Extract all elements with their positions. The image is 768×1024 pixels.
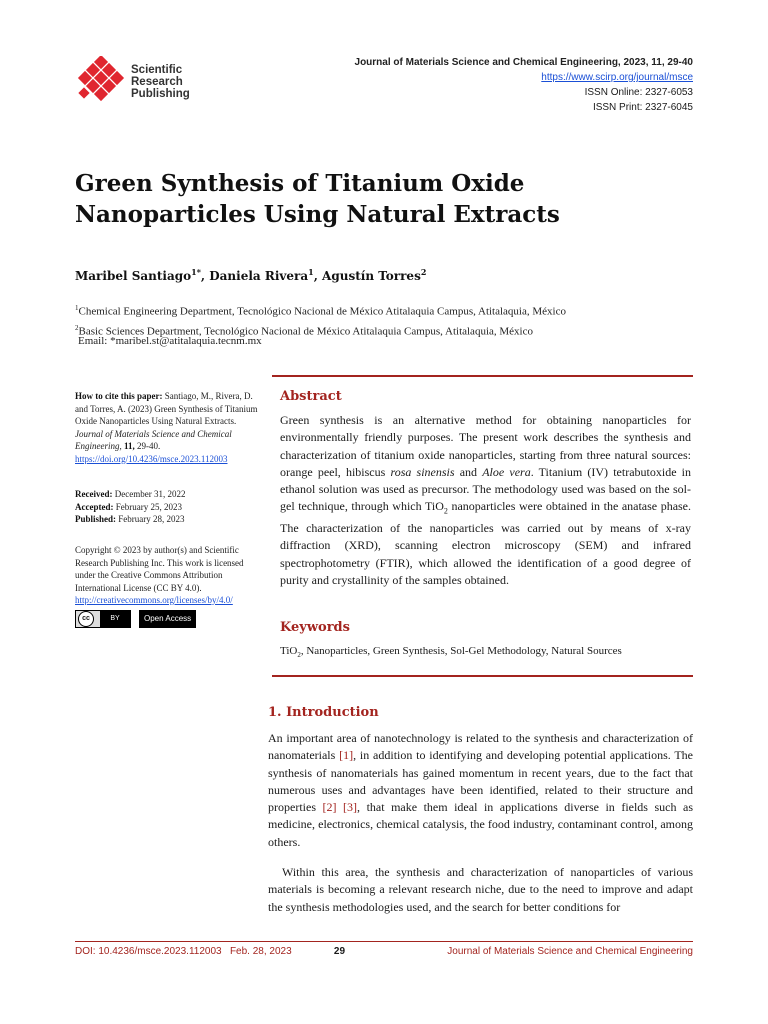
journal-url-link[interactable]: https://www.scirp.org/journal/msce xyxy=(541,72,693,83)
aff-sup: 1 xyxy=(75,304,79,312)
received-row xyxy=(75,488,263,501)
author-name: Agustín Torres xyxy=(322,269,421,283)
footer-row xyxy=(75,946,693,957)
kw-post: , Nanoparticles, Green Synthesis, Sol-Gel Methodology, Natural Sources xyxy=(300,645,622,657)
author-sup: 2 xyxy=(420,267,427,277)
cite-pages: 29-40. xyxy=(137,441,161,451)
abstract-sub: 2 xyxy=(443,506,448,516)
paper-title xyxy=(75,168,695,230)
abstract-rosa: rosa sinensis xyxy=(390,464,455,479)
cite-label: How to cite this paper: xyxy=(75,391,163,401)
ref-link[interactable]: [2] xyxy=(322,800,337,815)
accepted-row xyxy=(75,501,263,514)
received-label: Received: xyxy=(75,489,113,499)
published-date: February 28, 2023 xyxy=(118,514,185,524)
kw-pre: TiO xyxy=(280,645,298,657)
kw-sub: 2 xyxy=(297,651,301,660)
aff-text: Chemical Engineering Department, Tecnológico Nacional de México Atitalaquia Campus, Atitalaquia, México xyxy=(78,305,566,318)
publisher-line1: Scientific xyxy=(131,64,183,76)
aff-sup: 2 xyxy=(75,323,79,332)
corresponding-email[interactable]: Email: *maribel.st@atitalaquia.tecnm.mx xyxy=(78,335,262,347)
citation-box xyxy=(75,390,263,465)
page-footer xyxy=(75,941,693,957)
introduction-p2: Within this area, the synthesis and characterization of nanoparticles of various materials is becoming a relevant research niche, due to the need to improve and adapt the synthesis methodologies used, and the search for better conditions for xyxy=(268,865,693,914)
dates-box xyxy=(75,488,263,526)
intro-text-c: , that make them ideal in applications diverse in fields such as medicine, electronics, chemical catalysis, the food industry, contaminant control, among others. xyxy=(268,800,694,849)
affiliation-1 xyxy=(75,300,566,320)
ref-link[interactable]: [3] xyxy=(343,800,358,815)
author-name: Daniela Rivera xyxy=(209,269,309,283)
copyright-text: Copyright © 2023 by author(s) and Scientific Research Publishing Inc. This work is licensed under the Creative Commons Attribution International License (CC BY 4.0). xyxy=(75,545,244,593)
open-access-badge[interactable]: Open Access xyxy=(139,610,196,629)
abstract-text-3: nanoparticles were obtained in the anatase phase. The characterization of the nanoparticles was carried out by means of x-ray diffraction (XRD), scanning electron microscopy (SEM) and infrared spectrophotometry (FTIR), which allowed the identification of a good degree of purity and crystallinity of the samples obtained. xyxy=(280,499,692,588)
abstract-body xyxy=(280,412,691,589)
ref-link[interactable]: [1] xyxy=(339,748,354,763)
footer-date: Feb. 28, 2023 xyxy=(229,946,292,957)
publisher-line2: Research xyxy=(131,76,183,88)
author-sup: 1* xyxy=(191,267,201,277)
journal-citation-line: Journal of Materials Science and Chemical Engineering, 2023, 11, 29-40 xyxy=(354,57,693,68)
received-date: December 31, 2022 xyxy=(114,489,186,499)
page-number: 29 xyxy=(333,946,346,957)
published-row xyxy=(75,513,263,526)
scirp-diamond-icon xyxy=(75,56,129,110)
abstract-and: and xyxy=(454,464,483,479)
publisher-line3: Publishing xyxy=(131,88,190,100)
cite-volume: 11, xyxy=(124,441,135,451)
title-line1: Green Synthesis of Titanium Oxide xyxy=(75,170,525,197)
introduction-heading: 1. Introduction xyxy=(268,705,379,720)
author-name: Maribel Santiago xyxy=(75,269,192,283)
by-icon: BY xyxy=(100,611,130,627)
cite-journal: Journal of Materials Science and Chemical Engineering, xyxy=(75,428,232,451)
abstract-text-1: Green synthesis is an alternative method for obtaining nanoparticles for environmentally friendly purposes. The present work describes the synthesis and characterization of titanium oxide nanoparticles, starting from three natural sources: orange peel, hibiscus xyxy=(280,413,691,479)
accepted-label: Accepted: xyxy=(75,501,114,512)
accepted-date: February 25, 2023 xyxy=(115,501,182,512)
abstract-heading: Abstract xyxy=(280,389,342,404)
abstract-bottom-rule xyxy=(272,675,693,677)
issn-online: ISSN Online: 2327-6053 xyxy=(584,87,693,98)
cc-icon: cc xyxy=(78,611,94,627)
doi-link[interactable]: https://doi.org/10.4236/msce.2023.112003 xyxy=(75,453,228,464)
footer-doi[interactable]: DOI: 10.4236/msce.2023.112003 xyxy=(75,946,222,957)
author-sup: 1 xyxy=(308,267,314,277)
footer-journal: Journal of Materials Science and Chemical Engineering xyxy=(447,946,693,957)
title-line2: Nanoparticles Using Natural Extracts xyxy=(75,201,560,228)
publisher-name xyxy=(131,64,190,100)
published-label: Published: xyxy=(75,514,117,524)
aff-text: Basic Sciences Department, Tecnológico Nacional de México Atitalaquia Campus, Atitalaquia, México xyxy=(78,325,533,338)
cc-by-badge[interactable] xyxy=(75,610,131,628)
abstract-aloe: Aloe vera xyxy=(482,464,531,479)
abstract-top-rule xyxy=(272,375,693,377)
keywords-text xyxy=(280,643,691,664)
keywords-heading: Keywords xyxy=(280,620,350,635)
license-badges xyxy=(75,610,263,629)
issn-print: ISSN Print: 2327-6045 xyxy=(592,102,693,113)
license-link[interactable]: http://creativecommons.org/licenses/by/4.0/ xyxy=(75,595,233,605)
intro-text-b: , in addition to identifying and developing potential applications. The synthesis of nanomaterials has gained momentum in recent years, due to the fact that numerous uses and advantages have been identified, related to their structure and properties xyxy=(268,748,693,815)
abstract-text-2: . Titanium (IV) tetrabutoxide in ethanol solution was used as precursor. The methodology used was based on the sol-gel technique, through which TiO xyxy=(280,464,692,514)
copyright-box xyxy=(75,544,263,628)
journal-header xyxy=(355,55,693,115)
publisher-logo xyxy=(75,56,205,110)
intro-text-a: An important area of nanotechnology is related to the synthesis and characterization of nanomaterials xyxy=(268,731,693,763)
cite-text: Santiago, M., Rivera, D. and Torres, A. (2023) Green Synthesis of Titanium Oxide Nanoparticles Using Natural Extracts. xyxy=(75,391,258,426)
affiliations xyxy=(75,300,566,339)
footer-left xyxy=(75,946,292,957)
introduction-p1 xyxy=(268,730,693,851)
author-list: Maribel Santiago$^{1*}$, Daniela Rivera$^1$, Agustín Torres$^2$ xyxy=(75,267,427,283)
